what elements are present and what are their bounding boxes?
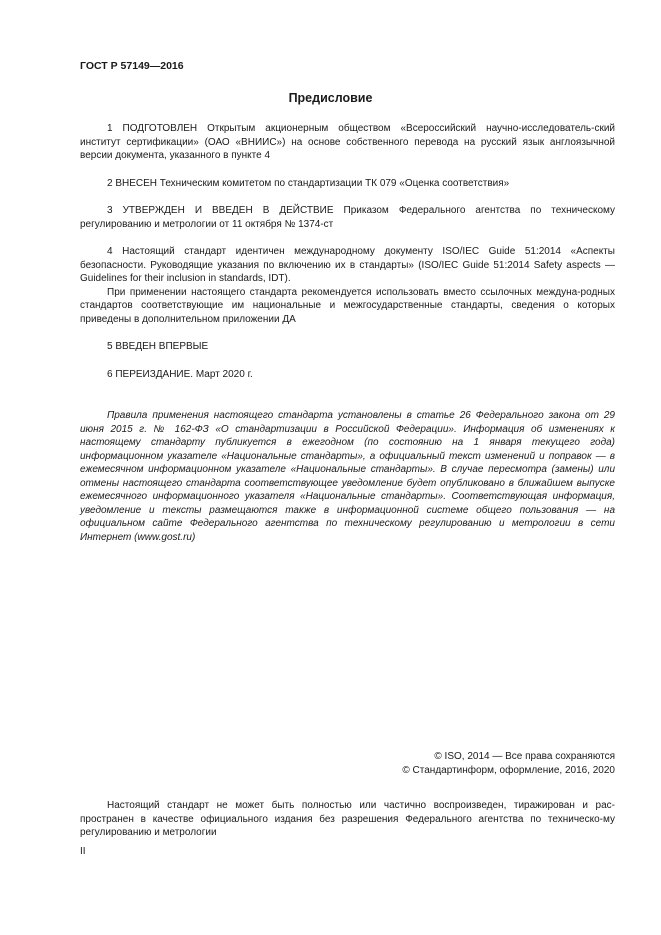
preface-item-4-note: При применении настоящего стандарта рекомендуется использовать вместо ссылочных междуна-родных стандартов соответствующие им национальные и межгосударственные стандарты, сведения о которых приведены в дополнительном приложении ДА [80,286,615,325]
preface-item-3: 3 УТВЕРЖДЕН И ВВЕДЕН В ДЕЙСТВИЕ Приказом Федерального агентства по техническому регулированию и метрологии от 11 октября № 1374-ст [80,205,615,230]
page-number: II [80,846,86,857]
preface-item-4: 4 Настоящий стандарт идентичен международному документу ISO/IEC Guide 51:2014 «Аспекты безопасности. Руководящие указания по включению их в стандарты» (ISO/IEC Guide 51:2014 Safety aspects — Guidelines for their inclusion in standards, IDT). [80,246,615,284]
preface-title: Предисловие [288,91,373,105]
copyright-block [80,750,615,777]
preface-item-1: 1 ПОДГОТОВЛЕН Открытым акционерным обществом «Всероссийский научно-исследователь-ский институт сертификации» (ОАО «ВНИИС») на основе собственного перевода на русский язык англоязычной версии документа, указанного в пункте 4 [80,123,615,161]
preface-item-6: 6 ПЕРЕИЗДАНИЕ. Март 2020 г. [107,368,253,380]
document-id: ГОСТ Р 57149—2016 [80,60,184,72]
preface-body [80,122,615,381]
application-rules-notice: Правила применения настоящего стандарта установлены в статье 26 Федерального закона от 29 июня 2015 г. № 162-ФЗ «О стандартизации в Российской Федерации». Информация об изменениях к настоящему стандарту публикуется в ежегодном (по состоянию на 1 января текущего года) информационном указателе «Национальные стандарты», а официальный текст изменений и поправок — в ежемесячном информационном указателе «Национальные стандарты». В случае пересмотра (замены) или отмены настоящего стандарта соответствующее уведомление будет опубликовано в ближайшем выпуске ежемесячного информационного указателя «Национальные стандарты». Соответствующая информация, уведомление и тексты размещаются также в информационной системе общего пользования — на официальном сайте Федерального агентства по техническому регулированию и метрологии в сети Интернет (www.gost.ru) [80,410,615,543]
reproduction-notice: Настоящий стандарт не может быть полностью или частично воспроизведен, тиражирован и рас-пространен в качестве официального издания без разрешения Федерального агентства по техническо-му регулированию и метрологии [80,800,615,838]
copyright-standartinform: © Стандартинформ, оформление, 2016, 2020 [402,764,615,776]
preface-item-5: 5 ВВЕДЕН ВПЕРВЫЕ [107,341,209,352]
preface-item-2: 2 ВНЕСЕН Техническим комитетом по стандартизации ТК 079 «Оценка соответствия» [107,177,510,189]
copyright-iso: © ISO, 2014 — Все права сохраняются [434,751,615,762]
